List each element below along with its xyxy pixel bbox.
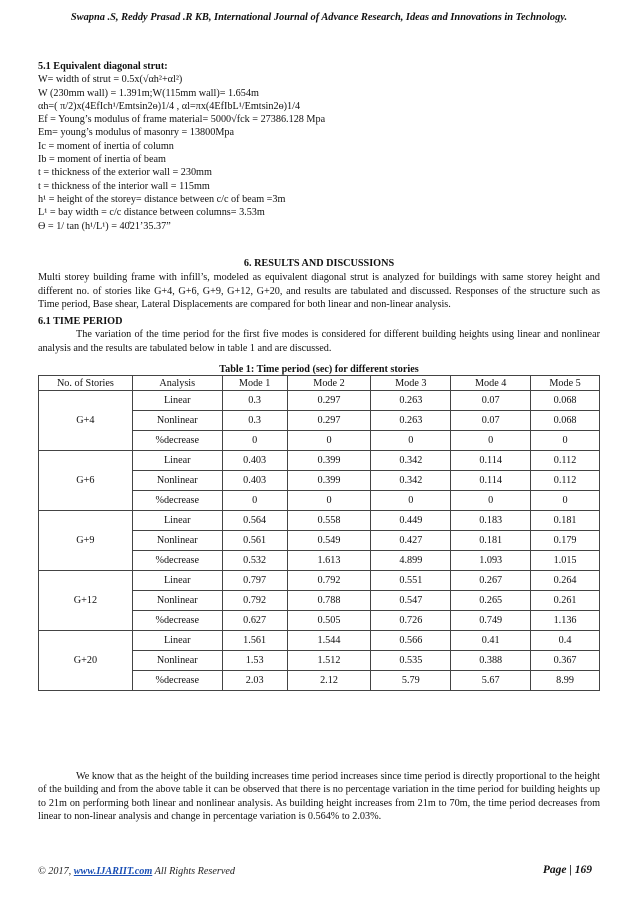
mode-value-cell: 5.67 <box>451 671 531 691</box>
analysis-cell: Linear <box>132 511 222 531</box>
mode-value-cell: 1.512 <box>287 651 371 671</box>
mode-value-cell: 5.79 <box>371 671 451 691</box>
table-caption: Table 1: Time period (sec) for different stories <box>219 364 419 375</box>
mode-value-cell: 0.449 <box>371 511 451 531</box>
column-header: Mode 2 <box>287 376 371 391</box>
analysis-cell: Nonlinear <box>132 531 222 551</box>
mode-value-cell: 0.114 <box>451 451 531 471</box>
mode-value-cell: 0.114 <box>451 471 531 491</box>
mode-value-cell: 0.112 <box>531 451 600 471</box>
equation-line: Ib = moment of inertia of beam <box>38 154 166 166</box>
analysis-cell: %decrease <box>132 551 222 571</box>
mode-value-cell: 0.297 <box>287 391 371 411</box>
mode-value-cell: 0.181 <box>451 531 531 551</box>
section-5-1-lines <box>38 73 600 233</box>
mode-value-cell: 0.535 <box>371 651 451 671</box>
mode-value-cell: 0.399 <box>287 451 371 471</box>
equation-line: Ef = Young’s modulus of frame material= 5000√fck = 27386.128 Mpa <box>38 114 326 126</box>
mode-value-cell: 0.342 <box>371 451 451 471</box>
equation-line: h¹ = height of the storey= distance between c/c of beam =3m <box>38 193 286 205</box>
mode-value-cell: 2.12 <box>287 671 371 691</box>
mode-value-cell: 1.53 <box>222 651 287 671</box>
equation-line: Em= young’s modulus of masonry = 13800Mpa <box>38 127 234 139</box>
mode-value-cell: 0.112 <box>531 471 600 491</box>
mode-value-cell: 0.342 <box>371 471 451 491</box>
table-header-row <box>39 376 600 391</box>
mode-value-cell: 0.264 <box>531 571 600 591</box>
mode-value-cell: 0 <box>287 431 371 451</box>
mode-value-cell: 0.749 <box>451 611 531 631</box>
mode-value-cell: 0.792 <box>222 591 287 611</box>
mode-value-cell: 0.388 <box>451 651 531 671</box>
mode-value-cell: 0.179 <box>531 531 600 551</box>
mode-value-cell: 0.726 <box>371 611 451 631</box>
mode-value-cell: 0.547 <box>371 591 451 611</box>
mode-value-cell: 1.544 <box>287 631 371 651</box>
mode-value-cell: 4.899 <box>371 551 451 571</box>
mode-value-cell: 0.07 <box>451 411 531 431</box>
equation-line: W (230mm wall) = 1.391m;W(115mm wall)= 1.654m <box>38 87 259 99</box>
column-header: No. of Stories <box>39 376 133 391</box>
mode-value-cell: 0.551 <box>371 571 451 591</box>
mode-value-cell: 0.4 <box>531 631 600 651</box>
analysis-cell: Nonlinear <box>132 651 222 671</box>
column-header: Mode 5 <box>531 376 600 391</box>
analysis-cell: Linear <box>132 631 222 651</box>
mode-value-cell: 0.07 <box>451 391 531 411</box>
copyright-prefix: © 2017, <box>38 866 74 877</box>
mode-value-cell: 0.261 <box>531 591 600 611</box>
copyright <box>38 866 235 877</box>
equation-line: αh=( π/2)x(4EfIch¹/Emtsin2ɵ)1/4 , αl=πx(4EfIbL¹/Emtsin2ɵ)1/4 <box>38 100 301 112</box>
section-6-1-paragraph: The variation of the time period for the first five modes is considered for different building heights using linear and nonlinear analysis and the results are tabulated below in table 1 and are discussed. <box>38 329 600 354</box>
table-row <box>39 571 600 591</box>
column-header: Analysis <box>132 376 222 391</box>
mode-value-cell: 0.561 <box>222 531 287 551</box>
section-6-title: 6. RESULTS AND DISCUSSIONS <box>243 258 395 269</box>
mode-value-cell: 0.068 <box>531 411 600 431</box>
mode-value-cell: 0.549 <box>287 531 371 551</box>
analysis-cell: %decrease <box>132 431 222 451</box>
mode-value-cell: 0.566 <box>371 631 451 651</box>
analysis-cell: %decrease <box>132 491 222 511</box>
story-cell: G+9 <box>39 511 133 571</box>
mode-value-cell: 0.564 <box>222 511 287 531</box>
section-6-paragraph: Multi storey building frame with infill’s, modeled as equivalent diagonal strut is analyzed for buildings with same storey height and different no. of stories like G+4, G+6, G+9, G+12, G+20, and results are tabulated and discussed. Responses of the structure such as Time period, Base shear, Lateral Displacements are compared for both linear and non-linear analysis. <box>38 272 600 310</box>
mode-value-cell: 0.181 <box>531 511 600 531</box>
mode-value-cell: 0.183 <box>451 511 531 531</box>
analysis-cell: Linear <box>132 451 222 471</box>
journal-link[interactable]: www.IJARIIT.com <box>73 866 153 877</box>
table-row <box>39 451 600 471</box>
mode-value-cell: 0 <box>287 491 371 511</box>
mode-value-cell: 0.532 <box>222 551 287 571</box>
analysis-cell: Linear <box>132 571 222 591</box>
equation-line: Ic = moment of inertia of column <box>38 140 174 152</box>
equation-line: t = thickness of the interior wall = 115mm <box>38 180 210 192</box>
story-cell: G+20 <box>39 631 133 691</box>
mode-value-cell: 1.613 <box>287 551 371 571</box>
section-6-1 <box>38 315 600 355</box>
mode-value-cell: 0 <box>451 431 531 451</box>
closing-paragraph: We know that as the height of the building increases time period increases since time period is directly proportional to the height of the building and from the above table it can be observed that there is no percentage variation in the time period for building heights up to 21m on performing both linear and nonlinear analysis. As building height increases from 21m to 70m, the time period decreases from linear to non-linear analysis and change in percentage variation is 0.564% to 2.03%. <box>38 771 600 822</box>
analysis-cell: %decrease <box>132 671 222 691</box>
mode-value-cell: 0.3 <box>222 411 287 431</box>
mode-value-cell: 0.788 <box>287 591 371 611</box>
section-5-1-title: 5.1 Equivalent diagonal strut: <box>38 61 168 72</box>
story-cell: G+6 <box>39 451 133 511</box>
section-6-1-title: 6.1 TIME PERIOD <box>38 316 123 327</box>
mode-value-cell: 1.093 <box>451 551 531 571</box>
time-period-table <box>38 375 600 691</box>
mode-value-cell: 8.99 <box>531 671 600 691</box>
equation-line: W= width of strut = 0.5x(√αh²+αl²) <box>38 74 183 86</box>
mode-value-cell: 0.068 <box>531 391 600 411</box>
table-body <box>39 391 600 691</box>
analysis-cell: Linear <box>132 391 222 411</box>
mode-value-cell: 1.561 <box>222 631 287 651</box>
mode-value-cell: 0 <box>371 491 451 511</box>
analysis-cell: Nonlinear <box>132 471 222 491</box>
mode-value-cell: 0.265 <box>451 591 531 611</box>
mode-value-cell: 0 <box>371 431 451 451</box>
mode-value-cell: 0.505 <box>287 611 371 631</box>
mode-value-cell: 0.403 <box>222 471 287 491</box>
mode-value-cell: 0.3 <box>222 391 287 411</box>
equation-line: Ɵ = 1/ tan (h¹/L¹) = 40̊21’35.37” <box>38 220 171 232</box>
mode-value-cell: 0.399 <box>287 471 371 491</box>
analysis-cell: Nonlinear <box>132 591 222 611</box>
mode-value-cell: 0.297 <box>287 411 371 431</box>
table-row <box>39 511 600 531</box>
mode-value-cell: 0 <box>222 431 287 451</box>
story-cell: G+12 <box>39 571 133 631</box>
analysis-cell: Nonlinear <box>132 411 222 431</box>
equation-line: L¹ = bay width = c/c distance between columns= 3.53m <box>38 207 265 219</box>
mode-value-cell: 0 <box>222 491 287 511</box>
mode-value-cell: 1.015 <box>531 551 600 571</box>
mode-value-cell: 2.03 <box>222 671 287 691</box>
copyright-suffix: All Rights Reserved <box>152 866 235 877</box>
column-header: Mode 4 <box>451 376 531 391</box>
mode-value-cell: 0.627 <box>222 611 287 631</box>
mode-value-cell: 0.558 <box>287 511 371 531</box>
mode-value-cell: 0.427 <box>371 531 451 551</box>
section-5-1 <box>38 60 600 233</box>
mode-value-cell: 0 <box>531 491 600 511</box>
mode-value-cell: 1.136 <box>531 611 600 631</box>
table-row <box>39 391 600 411</box>
mode-value-cell: 0.367 <box>531 651 600 671</box>
mode-value-cell: 0.263 <box>371 411 451 431</box>
mode-value-cell: 0.267 <box>451 571 531 591</box>
section-6 <box>38 257 600 311</box>
column-header: Mode 1 <box>222 376 287 391</box>
equation-line: t = thickness of the exterior wall = 230mm <box>38 167 212 179</box>
mode-value-cell: 0.792 <box>287 571 371 591</box>
story-cell: G+4 <box>39 391 133 451</box>
mode-value-cell: 0 <box>451 491 531 511</box>
analysis-cell: %decrease <box>132 611 222 631</box>
mode-value-cell: 0.41 <box>451 631 531 651</box>
mode-value-cell: 0.263 <box>371 391 451 411</box>
page-number: Page | 169 <box>542 864 592 876</box>
column-header: Mode 3 <box>371 376 451 391</box>
mode-value-cell: 0.797 <box>222 571 287 591</box>
mode-value-cell: 0 <box>531 431 600 451</box>
running-header: Swapna .S, Reddy Prasad .R KB, International Journal of Advance Research, Ideas and Innovations in Technology. <box>70 12 568 23</box>
mode-value-cell: 0.403 <box>222 451 287 471</box>
table-row <box>39 631 600 651</box>
